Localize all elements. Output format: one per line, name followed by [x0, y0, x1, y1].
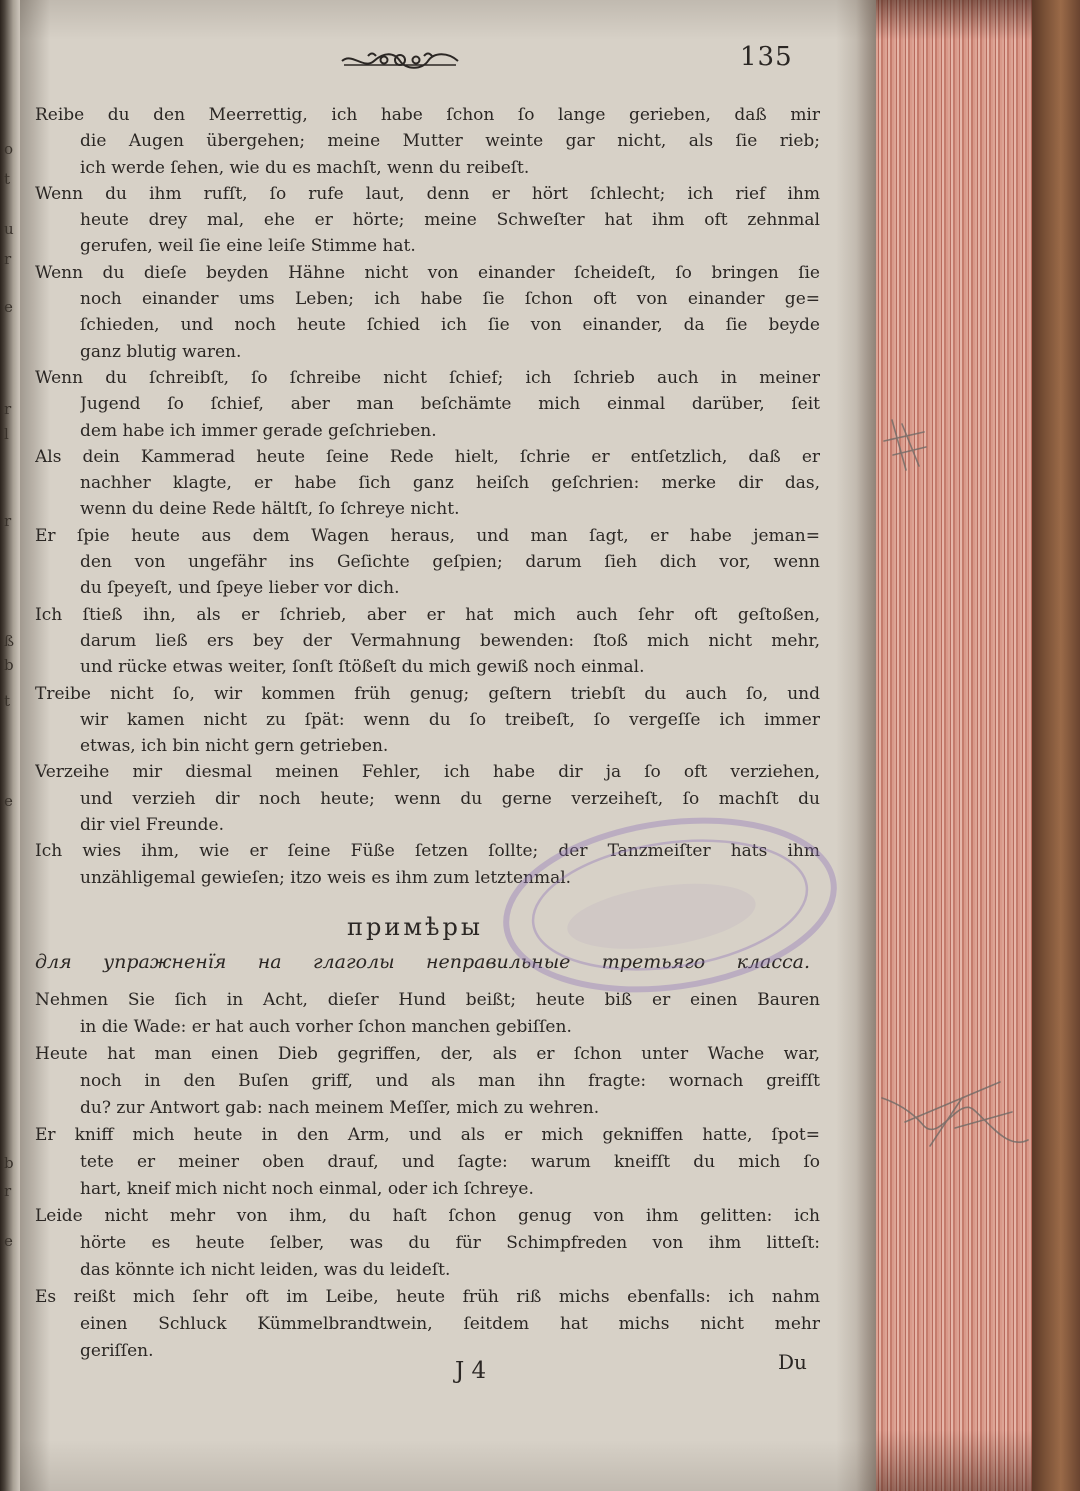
paragraph: [35, 523, 820, 602]
text-line: Leide nicht mehr von ihm, du haſt ſchon genug von ihm gelitten: ich: [35, 1206, 820, 1226]
text-line: ich werde ſehen, wie du es machſt, wenn du reibeſt.: [80, 157, 530, 178]
paragraph: [35, 1041, 820, 1122]
facing-page-fragment: r: [4, 512, 12, 530]
text-line: wenn du deine Rede hältſt, ſo ſchreye nicht.: [80, 499, 460, 520]
text-line: darum ließ ers bey der Vermahnung bewenden: ſtoß mich nicht mehr,: [80, 630, 820, 651]
facing-page-fragment: r: [4, 1182, 12, 1200]
facing-page-fragment: b: [4, 656, 14, 674]
text-line: du? zur Antwort gab: nach meinem Meſſer, mich zu wehren.: [80, 1098, 600, 1118]
text-line: in die Wade: er hat auch vorher ſchon manchen gebiſſen.: [80, 1017, 572, 1037]
text-line: und rücke etwas weiter, ſonſt ſtößeſt du mich gewiß noch einmal.: [80, 657, 645, 678]
paragraph: [35, 681, 820, 760]
text-line: Wenn du ſchreibſt, ſo ſchreibe nicht ſchief; ich ſchrieb auch in meiner: [35, 367, 820, 388]
paragraph: [35, 987, 820, 1041]
section-subheading: для упражненїя на глаголы неправильные третьяго класса.: [35, 951, 810, 973]
text-line: Als dein Kammerad heute ſeine Rede hielt, ſchrie er entſetzlich, daß er: [35, 446, 820, 467]
text-line: die Augen übergehen; meine Mutter weinte gar nicht, als ſie rieb;: [80, 131, 820, 152]
ornament-icon: [338, 48, 462, 74]
text-line: hart, kneif mich nicht noch einmal, oder ich ſchreye.: [80, 1179, 534, 1199]
paragraph: [35, 759, 820, 838]
paragraph: [35, 260, 820, 365]
text-line: dir viel Freunde.: [80, 815, 225, 836]
facing-page-fragment: o: [4, 140, 14, 158]
text-line: dem habe ich immer gerade geſchrieben.: [80, 420, 437, 441]
facing-page-fragment: t: [4, 170, 11, 188]
paragraph: [35, 1284, 820, 1365]
paragraph: [35, 444, 820, 523]
text-line: Heute hat man einen Dieb gegriffen, der, als er ſchon unter Wache war,: [35, 1044, 820, 1064]
text-line: noch in den Buſen griff, und als man ihn fragte: wornach greifſt: [80, 1071, 820, 1091]
text-line: Jugend ſo ſchief, aber man beſchämte mich einmal darüber, ſeit: [80, 394, 820, 415]
text-line: hörte es heute ſelber, was du für Schimpfreden von ihm litteſt:: [80, 1233, 820, 1253]
facing-page-fragment: t: [4, 692, 11, 710]
paragraph: [35, 838, 820, 891]
text-line: Nehmen Sie ſich in Acht, dieſer Hund beißt; heute biß er einen Bauren: [35, 990, 820, 1010]
text-line: Wenn du dieſe beyden Hähne nicht von einander ſcheideſt, ſo bringen ſie: [35, 262, 820, 283]
text-line: heute drey mal, ehe er hörte; meine Schweſter hat ihm oft zehnmal: [80, 210, 820, 231]
paragraph: [35, 181, 820, 260]
text-line: und verzieh dir noch heute; wenn du gerne verzeiheſt, ſo machſt du: [80, 788, 820, 809]
facing-page-fragment: u: [4, 220, 14, 238]
page-block-edge: [876, 0, 1032, 1491]
page-number: 135: [740, 42, 793, 72]
catchword: Du: [778, 1350, 807, 1374]
text-line: du ſpeyeſt, und ſpeye lieber vor dich.: [80, 578, 400, 599]
text-line: Es reißt mich ſehr oft im Leibe, heute früh riß michs ebenfalls: ich nahm: [35, 1287, 820, 1307]
paragraph: [35, 1203, 820, 1284]
facing-page-fragment: e: [4, 1232, 13, 1250]
text-line: Er kniff mich heute in den Arm, und als er mich gekniffen hatte, ſpot=: [35, 1125, 820, 1145]
text-line: Verzeihe mir diesmal meinen Fehler, ich habe dir ja ſo oft verziehen,: [35, 762, 820, 783]
text-line: Ich wies ihm, wie er ſeine Füße ſetzen ſollte; der Tanzmeiſter hats ihm: [35, 841, 820, 862]
facing-page-fragment: r: [4, 250, 12, 268]
text-line: Wenn du ihm rufſt, ſo rufe laut, denn er hört ſchlecht; ich rief ihm: [35, 183, 820, 204]
text-line: gerufen, weil ſie eine leiſe Stimme hat.: [80, 236, 416, 257]
paragraph: [35, 602, 820, 681]
text-line: wir kamen nicht zu ſpät: wenn du ſo treibeſt, ſo vergeſſe ich immer: [80, 709, 820, 730]
signature-mark: J 4: [455, 1358, 487, 1384]
text-line: ganz blutig waren.: [80, 341, 242, 362]
exercise-section-main: [35, 102, 820, 891]
book-cover-edge: [1032, 0, 1080, 1491]
text-line: unzähligemal gewieſen; itzo weis es ihm zum letztenmal.: [80, 867, 572, 888]
text-line: ſchieden, und noch heute ſchied ich ſie von einander, da ſie beyde: [80, 315, 820, 336]
text-line: noch einander ums Leben; ich habe ſie ſchon oft von einander ge=: [80, 289, 820, 310]
facing-page-fragment: e: [4, 792, 13, 810]
paragraph: [35, 102, 820, 181]
exercise-section-examples: [35, 987, 820, 1365]
facing-page-fragment: r: [4, 400, 12, 418]
section-heading: примѣры: [347, 913, 483, 941]
text-line: Reibe du den Meerrettig, ich habe ſchon ſo lange gerieben, daß mir: [35, 105, 820, 125]
text-line: etwas, ich bin nicht gern getrieben.: [80, 736, 389, 757]
facing-page-fragment: l: [4, 425, 9, 443]
text-line: Ich ſtieß ihn, als er ſchrieb, aber er hat mich auch ſehr oft geſtoßen,: [35, 604, 820, 625]
facing-page-fragment: b: [4, 1154, 14, 1172]
text-line: nachher klagte, er habe ſich ganz heiſch geſchrien: merke dir das,: [80, 473, 820, 494]
text-line: Er ſpie heute aus dem Wagen heraus, und man ſagt, er habe jeman=: [35, 525, 820, 546]
text-line: tete er meiner oben drauf, und ſagte: warum kneifſt du mich ſo: [80, 1152, 820, 1172]
text-line: das könnte ich nicht leiden, was du leideſt.: [80, 1260, 451, 1280]
facing-page-fragment: e: [4, 298, 13, 316]
text-line: einen Schluck Kümmelbrandtwein, ſeitdem hat michs nicht mehr: [80, 1314, 820, 1334]
text-line: Treibe nicht ſo, wir kommen früh genug; geſtern triebſt du auch ſo, und: [35, 683, 820, 704]
facing-page-fragment: ß: [4, 632, 15, 650]
text-line: den von ungefähr ins Geſichte geſpien; darum ſieh dich vor, wenn: [80, 552, 820, 573]
text-line: geriſſen.: [80, 1341, 154, 1361]
paragraph: [35, 365, 820, 444]
paragraph: [35, 1122, 820, 1203]
